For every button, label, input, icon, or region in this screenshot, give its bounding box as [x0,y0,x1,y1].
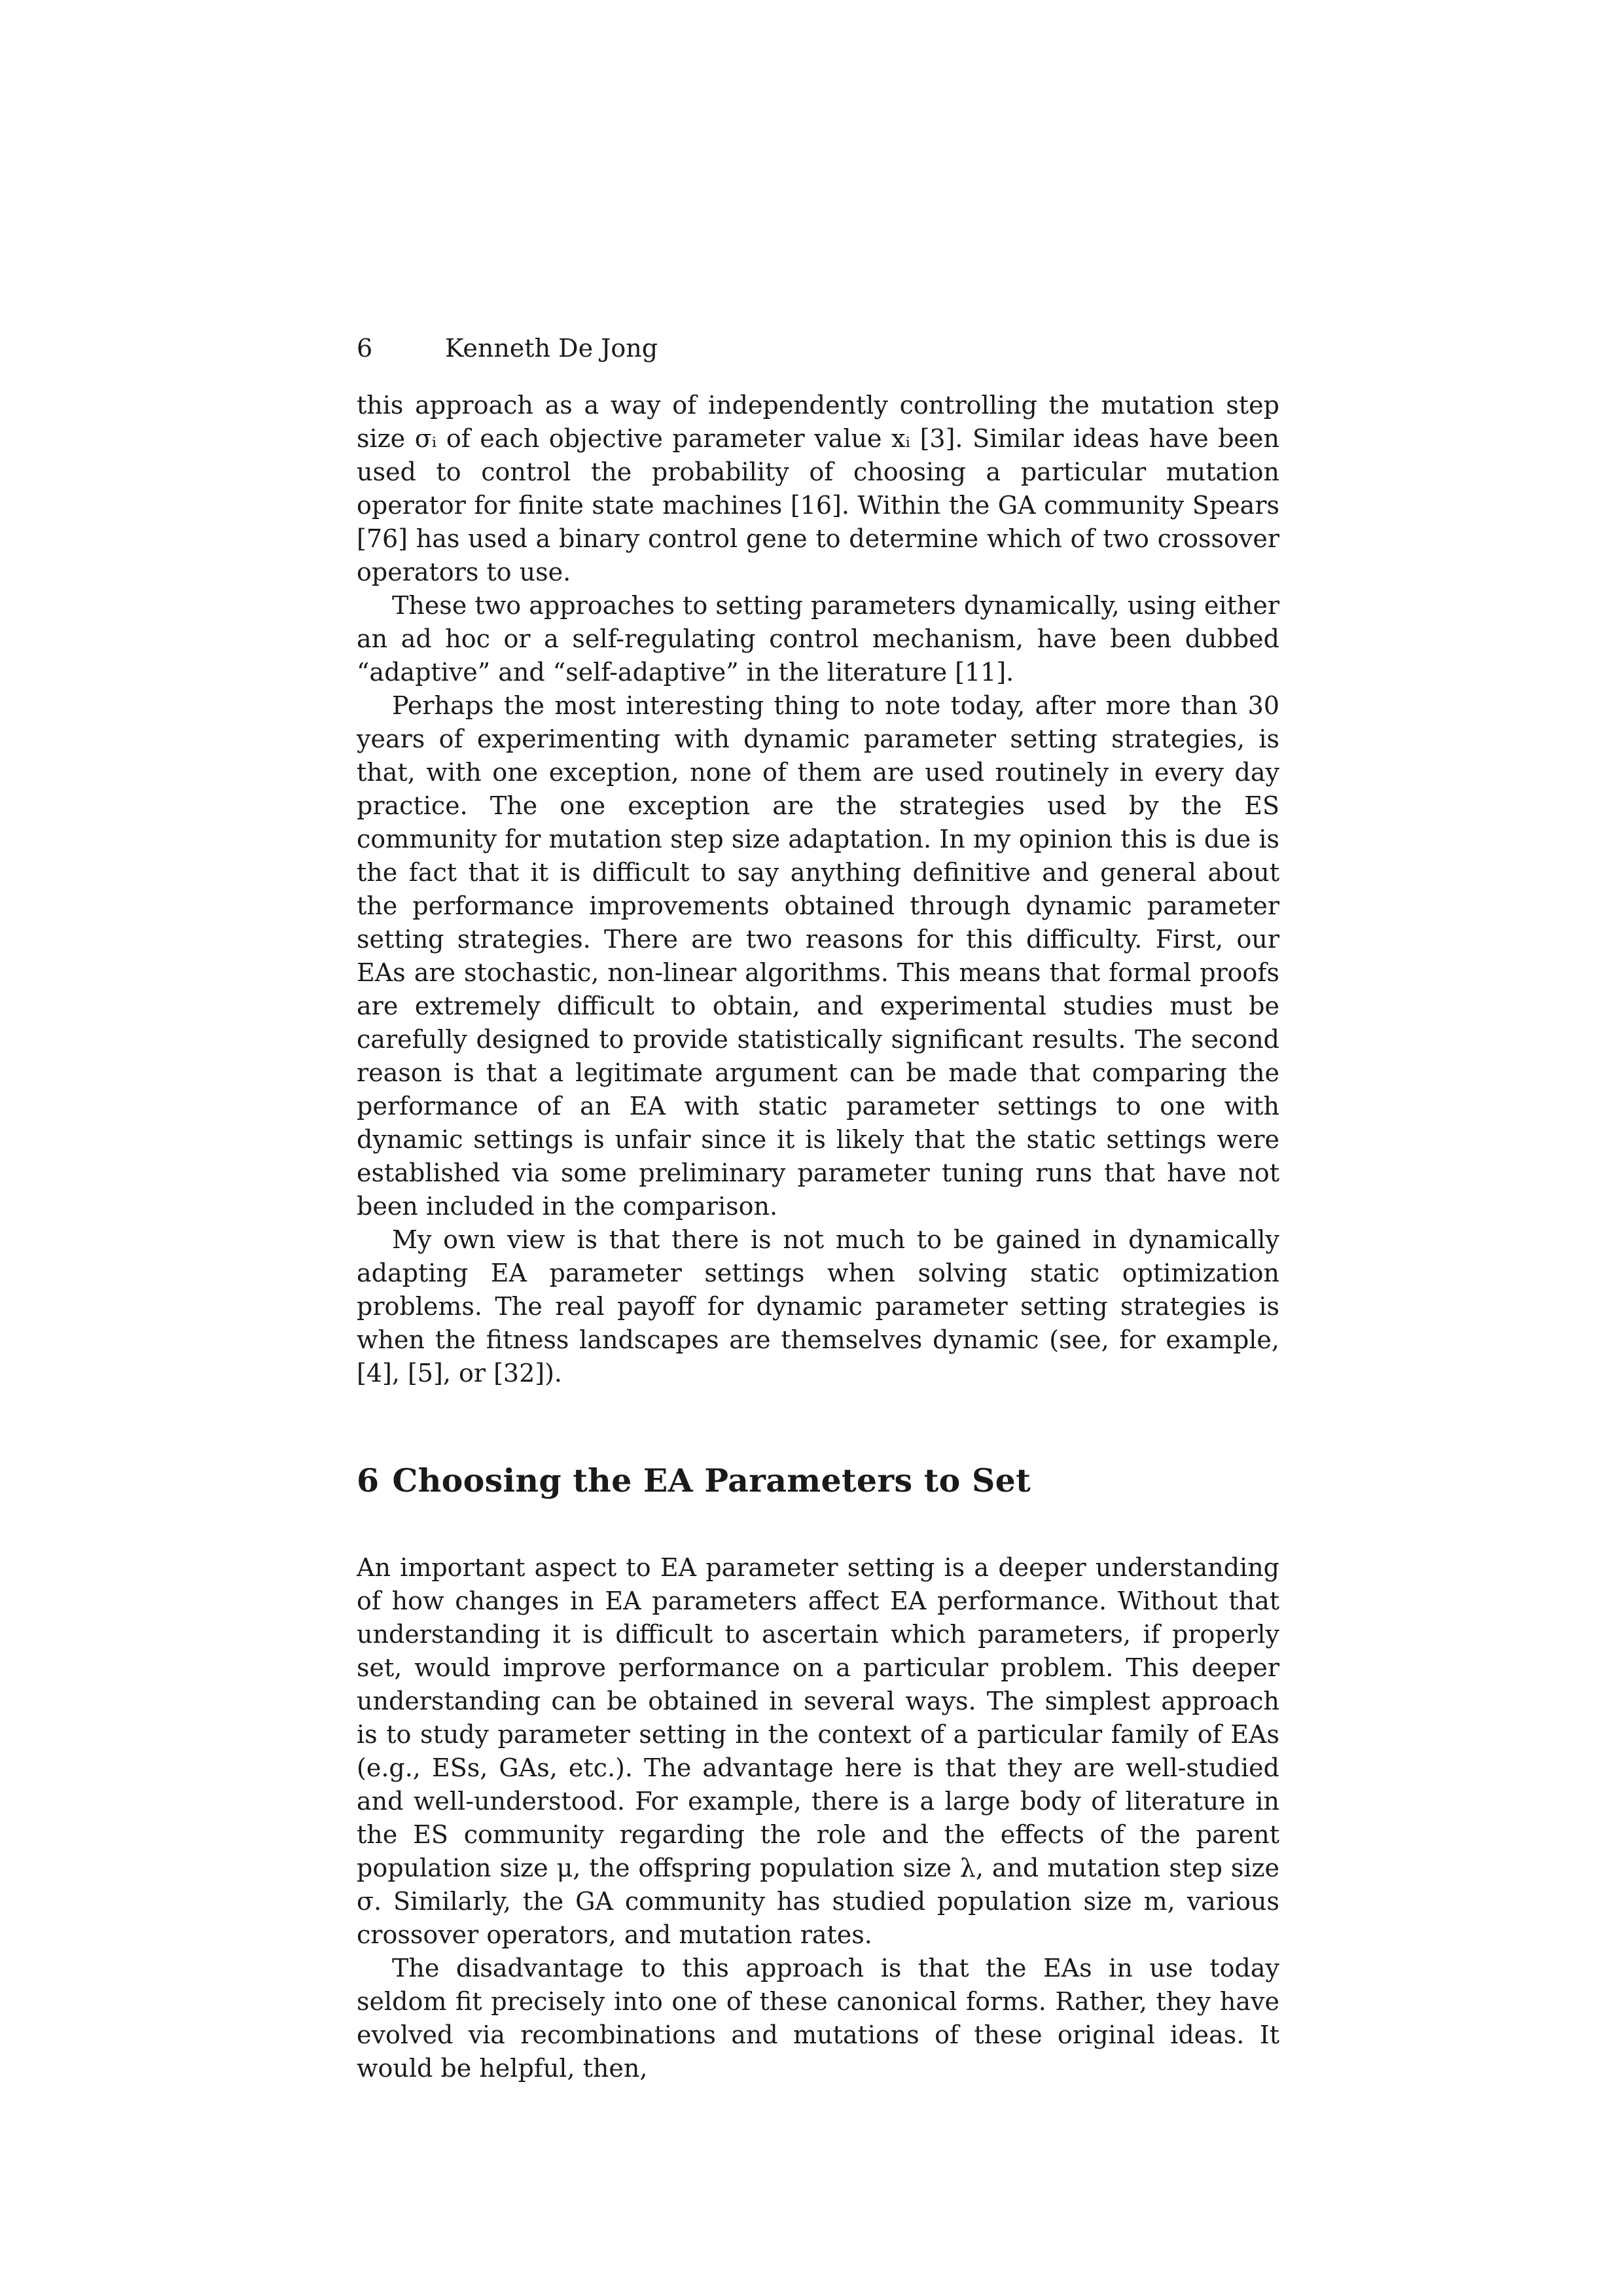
section-heading [357,1461,1279,1500]
text-column [357,389,1279,2085]
section-number: 6 [357,1462,380,1499]
paragraph-3: Perhaps the most interesting thing to note today, after more than 30 years of experimenting with dynamic parameter setting strategies, is that, with one exception, none of them are used routinely in every day practice. The one exception are the strategies used by the ES community for mutation step size adaptation. In my opinion this is due is the fact that it is difficult to say anything definitive and general about the performance improvements obtained through dynamic parameter setting strategies. There are two reasons for this difficulty. First, our EAs are stochastic, non-linear algorithms. This means that formal proofs are extremely difficult to obtain, and experimental studies must be carefully designed to provide statistically significant results. The second reason is that a legitimate argument can be made that comparing the performance of an EA with static parameter settings to one with dynamic settings is unfair since it is likely that the static settings were established via some preliminary parameter tuning runs that have not been included in the comparison. [357,691,1279,1221]
section-title: Choosing the EA Parameters to Set [392,1462,1031,1499]
paragraph-6: The disadvantage to this approach is that the EAs in use today seldom fit precisely into one of these canonical forms. Rather, they have evolved via recombinations and mutations of these original ideas. It would be helpful, then, [357,1954,1279,2083]
running-header [357,332,1279,364]
paragraph-1: this approach as a way of independently controlling the mutation step size σᵢ of each objective parameter value xᵢ [3]. Similar ideas have been used to control the probability of choosing a particular mutation operator for finite state machines [16]. Within the GA community Spears [76] has used a binary control gene to determine which of two crossover operators to use. [357,391,1279,586]
running-author: Kenneth De Jong [445,334,658,363]
paragraph-4: My own view is that there is not much to be gained in dynamically adapting EA parameter settings when solving static optimization problems. The real payoff for dynamic parameter setting strategies is when the fitness landscapes are themselves dynamic (see, for example, [4], [5], or [32]). [357,1225,1279,1388]
paragraph-2: These two approaches to setting parameters dynamically, using either an ad hoc or a self-regulating control mechanism, have been dubbed “adaptive” and “self-adaptive” in the literature [11]. [357,591,1279,687]
paragraph-5: An important aspect to EA parameter setting is a deeper understanding of how changes in EA parameters affect EA performance. Without that understanding it is difficult to ascertain which parameters, if properly set, would improve performance on a particular problem. This deeper understanding can be obtained in several ways. The simplest approach is to study parameter setting in the context of a particular family of EAs (e.g., ESs, GAs, etc.). The advantage here is that they are well-studied and well-understood. For example, there is a large body of literature in the ES community regarding the role and the effects of the parent population size μ, the offspring population size λ, and mutation step size σ. Similarly, the GA community has studied population size m, various crossover operators, and mutation rates. [357,1553,1279,1949]
page-number: 6 [357,334,373,363]
